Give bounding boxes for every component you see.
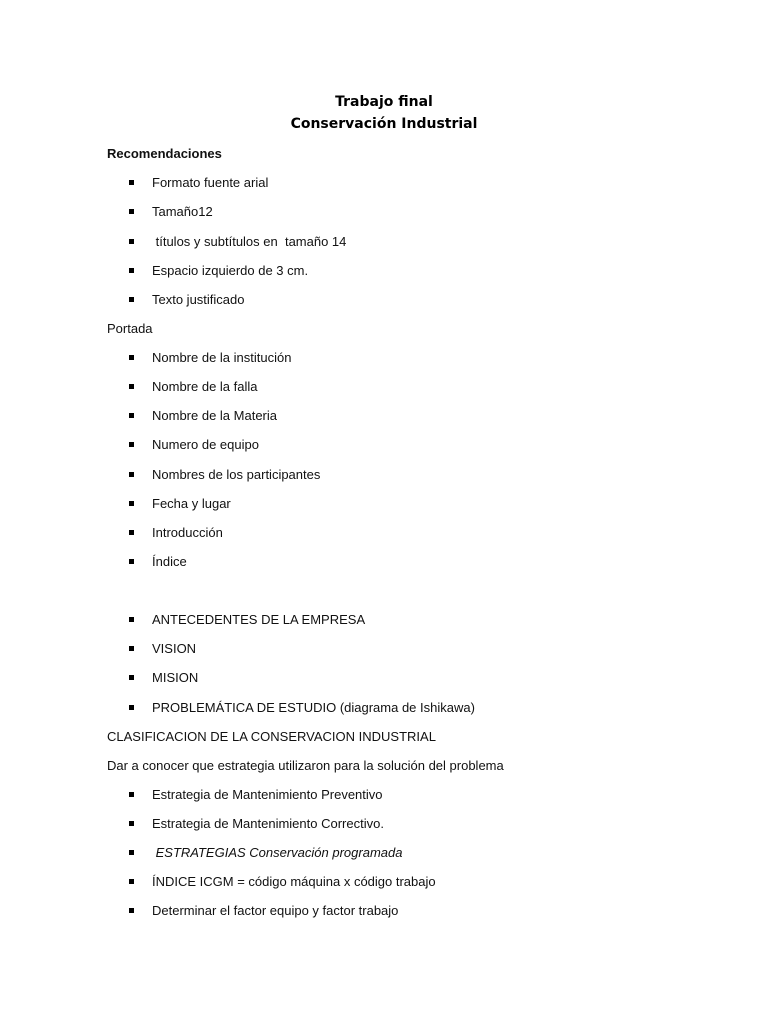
square-bullet-icon [129,821,134,826]
list-item [129,174,268,191]
list-item [129,203,213,220]
square-bullet-icon [129,850,134,855]
section-heading-portada: Portada [107,321,153,336]
list-item [129,524,223,541]
section-intro-clasificacion: Dar a conocer que estrategia utilizaron para la solución del problema [107,758,504,773]
list-item-text: Tamaño12 [152,204,213,219]
square-bullet-icon [129,501,134,506]
list-item-text: VISION [152,641,197,656]
list-item-text: Espacio izquierdo de 3 cm. [152,263,309,278]
square-bullet-icon [129,879,134,884]
square-bullet-icon [129,180,134,185]
list-item [129,640,196,657]
list-item [129,553,187,570]
list-item [129,436,259,453]
square-bullet-icon [129,559,134,564]
list-item-text: Introducción [152,525,223,540]
list-item-text: Numero de equipo [152,437,259,452]
square-bullet-icon [129,646,134,651]
list-item-text: Formato fuente arial [152,175,269,190]
list-item-text: ANTECEDENTES DE LA EMPRESA [152,612,366,627]
square-bullet-icon [129,530,134,535]
list-item [129,699,475,716]
section-heading-recomendaciones: Recomendaciones [107,146,222,161]
list-item-text: Determinar el factor equipo y factor trabajo [152,903,399,918]
list-item [129,233,346,250]
section-heading-clasificacion: CLASIFICACION DE LA CONSERVACION INDUSTRIAL [107,729,436,744]
document-subtitle: Conservación Industrial [290,116,478,132]
square-bullet-icon [129,705,134,710]
list-item [129,407,277,424]
list-item [129,611,365,628]
list-item-text: Fecha y lugar [152,496,231,511]
square-bullet-icon [129,209,134,214]
list-item-text: títulos y subtítulos en tamaño 14 [152,234,347,249]
list-item [129,291,245,308]
document-title: Trabajo final [335,94,433,110]
square-bullet-icon [129,239,134,244]
square-bullet-icon [129,792,134,797]
list-item-text: PROBLEMÁTICA DE ESTUDIO (diagrama de Ishikawa) [152,700,475,715]
list-item-text: Nombre de la institución [152,350,292,365]
list-item-text: Estrategia de Mantenimiento Preventivo [152,787,383,802]
list-item-text: Índice [152,554,187,569]
list-item-text: ÍNDICE ICGM = código máquina x código trabajo [152,874,436,889]
square-bullet-icon [129,675,134,680]
list-item-text: Estrategia de Mantenimiento Correctivo. [152,816,384,831]
list-item [129,349,291,366]
list-item [129,466,320,483]
list-item-text: Texto justificado [152,292,245,307]
square-bullet-icon [129,297,134,302]
square-bullet-icon [129,268,134,273]
square-bullet-icon [129,384,134,389]
square-bullet-icon [129,442,134,447]
list-item-text: Nombre de la falla [152,379,258,394]
square-bullet-icon [129,472,134,477]
list-item [129,873,436,890]
list-item-text: MISION [152,670,199,685]
list-item-text: Nombre de la Materia [152,408,277,423]
list-item [129,495,231,512]
list-item [129,844,402,861]
list-item [129,902,398,919]
square-bullet-icon [129,908,134,913]
list-item [129,262,308,279]
square-bullet-icon [129,355,134,360]
list-item-text: ESTRATEGIAS Conservación programada [152,845,403,860]
square-bullet-icon [129,617,134,622]
list-item [129,786,383,803]
list-item [129,378,258,395]
list-item-text: Nombres de los participantes [152,467,321,482]
list-item [129,815,384,832]
list-item [129,669,198,686]
square-bullet-icon [129,413,134,418]
